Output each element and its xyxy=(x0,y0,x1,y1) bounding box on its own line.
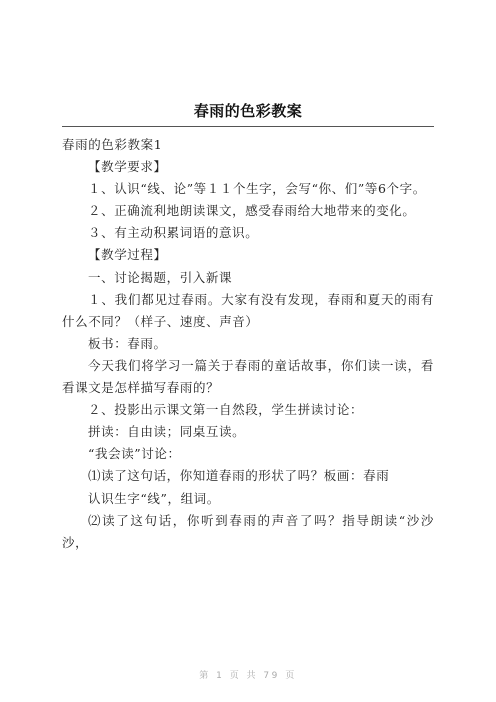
paragraph: 一、讨论揭题，引入新课 xyxy=(88,269,233,285)
paragraph: １、认识“线、论”等１１个生字，会写“你、们”等6个字。 xyxy=(88,181,426,197)
paragraph: 春雨的色彩教案1 xyxy=(62,137,163,152)
paragraph: ２、正确流利地朗读课文，感受春雨给大地带来的变化。 xyxy=(88,203,416,219)
paragraph: 今天我们将学习一篇关于春雨的童话故事，你们读一读，看看课文是怎样描写春雨的？ xyxy=(62,357,434,396)
document-title: 春雨的色彩教案 xyxy=(193,102,303,120)
paragraph: 【教学要求】 xyxy=(88,159,167,175)
paragraph: ⑴读了这句话，你知道春雨的形状了吗？板画：春雨 xyxy=(88,468,390,484)
paragraph: 【教学过程】 xyxy=(88,247,167,263)
paragraph: １、我们都见过春雨。大家有没有发现，春雨和夏天的雨有什么不同？（样子、速度、声音） xyxy=(62,291,434,329)
paragraph: “我会读”讨论： xyxy=(88,446,181,462)
title-divider xyxy=(62,126,434,127)
document-body xyxy=(62,134,434,554)
paragraph: ⑵读了这句话，你听到春雨的声音了吗？指导朗读“沙沙沙， xyxy=(62,512,434,550)
paragraph: 认识生字“线”，组词。 xyxy=(88,490,220,506)
paragraph: ２、投影出示课文第一自然段，学生拼读讨论： xyxy=(88,402,364,418)
page-number-footer: 第 1 页 共 79 页 xyxy=(199,671,297,681)
paragraph: 板书：春雨。 xyxy=(88,335,167,351)
paragraph: ３、有主动积累词语的意识。 xyxy=(88,225,259,241)
paragraph: 拼读：自由读；同桌互读。 xyxy=(88,424,246,440)
